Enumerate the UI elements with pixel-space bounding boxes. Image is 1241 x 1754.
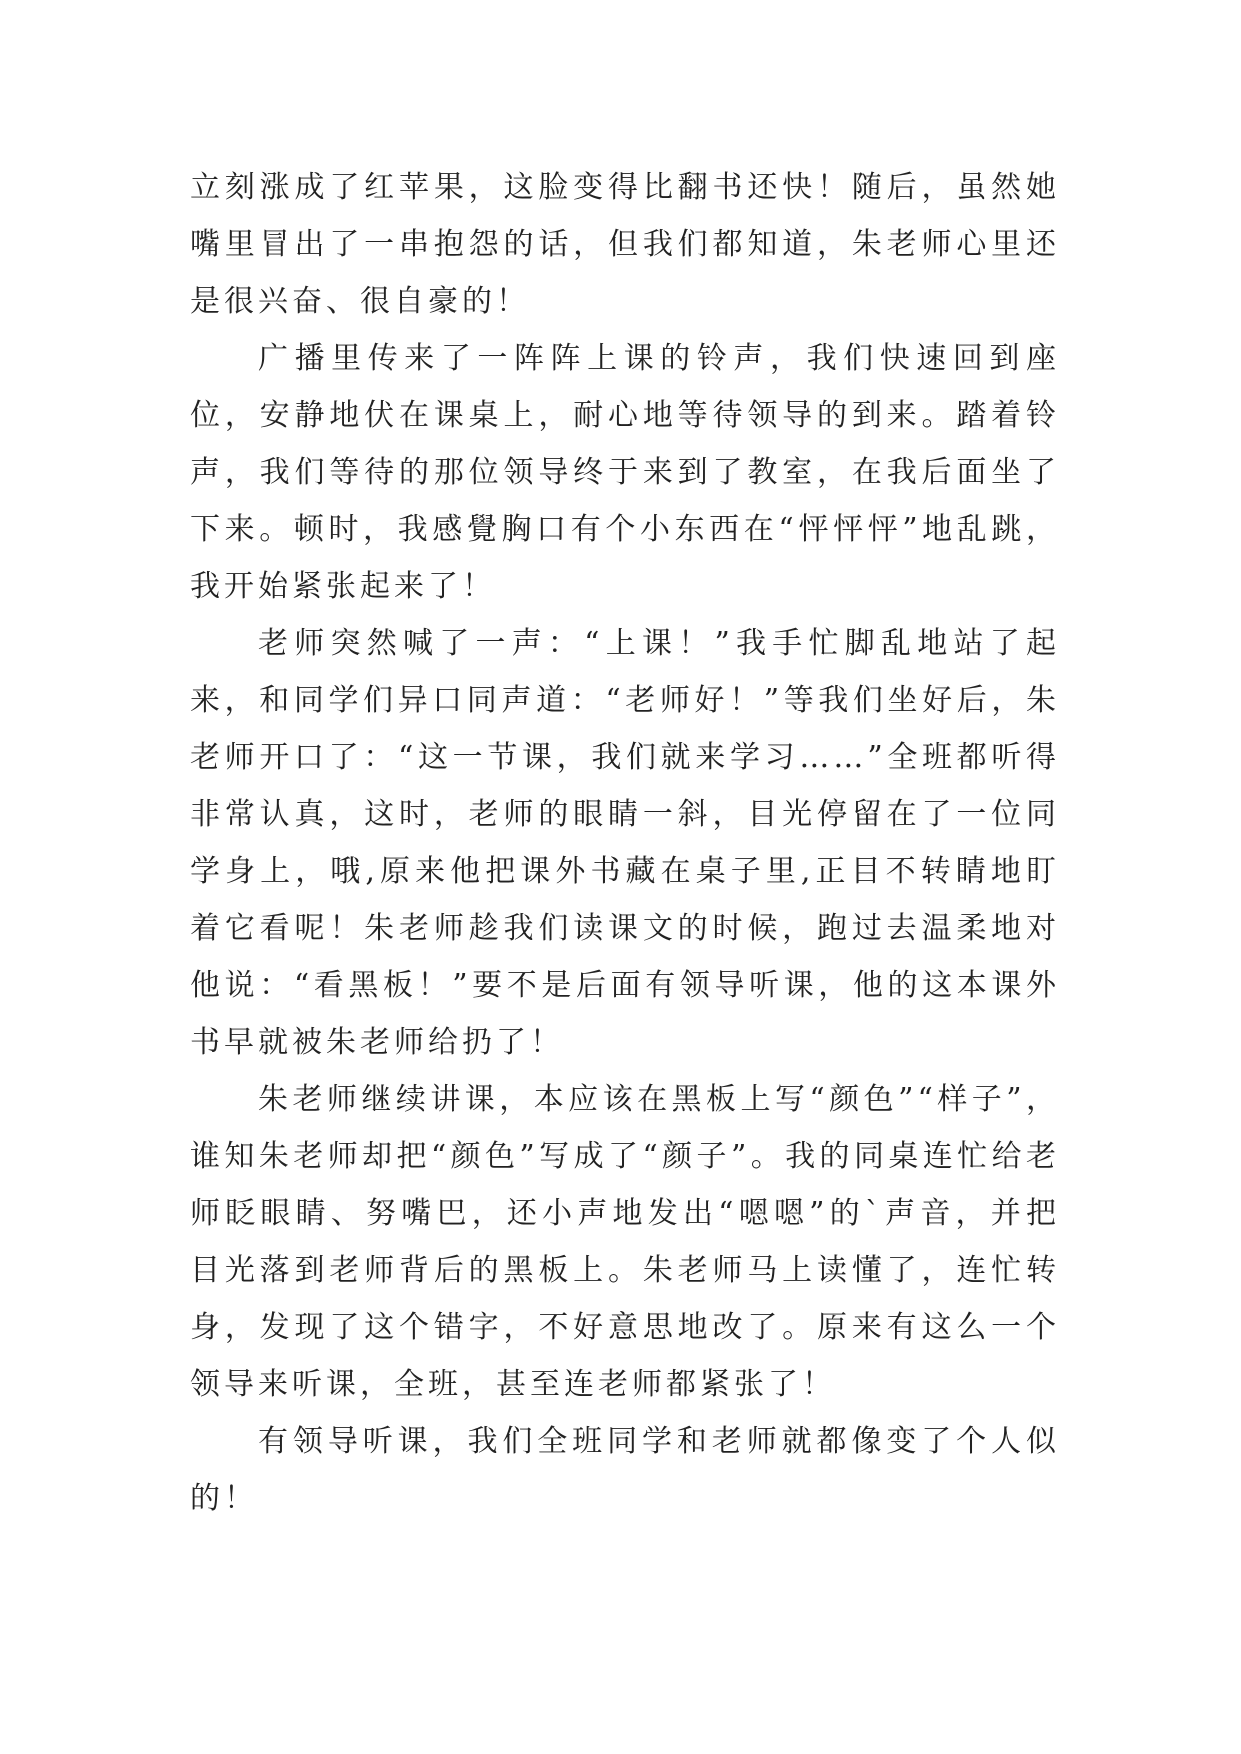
paragraph-bell-rings: 广播里传来了一阵阵上课的铃声，我们快速回到座位，安静地伏在课桌上，耐心地等待领导的到来。踏着铃声，我们等待的那位领导终于来到了教室，在我后面坐了下来。顿时，我感覺胸口有个小东西在“怦怦怦”地乱跳，我开始紧张起来了！ bbox=[190, 341, 1060, 604]
paragraph-class-begins: 老师突然喊了一声：“上课！”我手忙脚乱地站了起来，和同学们异口同声道：“老师好！”等我们坐好后，朱老师开口了：“这一节课，我们就来学习……”全班都听得非常认真，这时，老师的眼睛一斜，目光停留在了一位同学身上，哦,原来他把课外书藏在桌子里,正目不转睛地盯着它看呢！朱老师趁我们读课文的时候，跑过去温柔地对他说：“看黑板！”要不是后面有领导听课，他的这本课外书早就被朱老师给扔了！ bbox=[190, 626, 1060, 1060]
paragraph-wrong-character: 朱老师继续讲课，本应该在黑板上写“颜色”“样子”，谁知朱老师却把“颜色”写成了“颜子”。我的同桌连忙给老师眨眼睛、努嘴巴，还小声地发出“嗯嗯”的`声音，并把目光落到老师背后的黑板上。朱老师马上读懂了，连忙转身，发现了这个错字，不好意思地改了。原来有这么一个领导来听课，全班，甚至连老师都紧张了！ bbox=[190, 1082, 1060, 1402]
article-body bbox=[190, 159, 1060, 1527]
paragraph-conclusion: 有领导听课，我们全班同学和老师就都像变了个人似的！ bbox=[190, 1424, 1060, 1516]
paragraph-continuation: 立刻涨成了红苹果，这脸变得比翻书还快！随后，虽然她嘴里冒出了一串抱怨的话，但我们都知道，朱老师心里还是很兴奋、很自豪的！ bbox=[190, 170, 1060, 319]
